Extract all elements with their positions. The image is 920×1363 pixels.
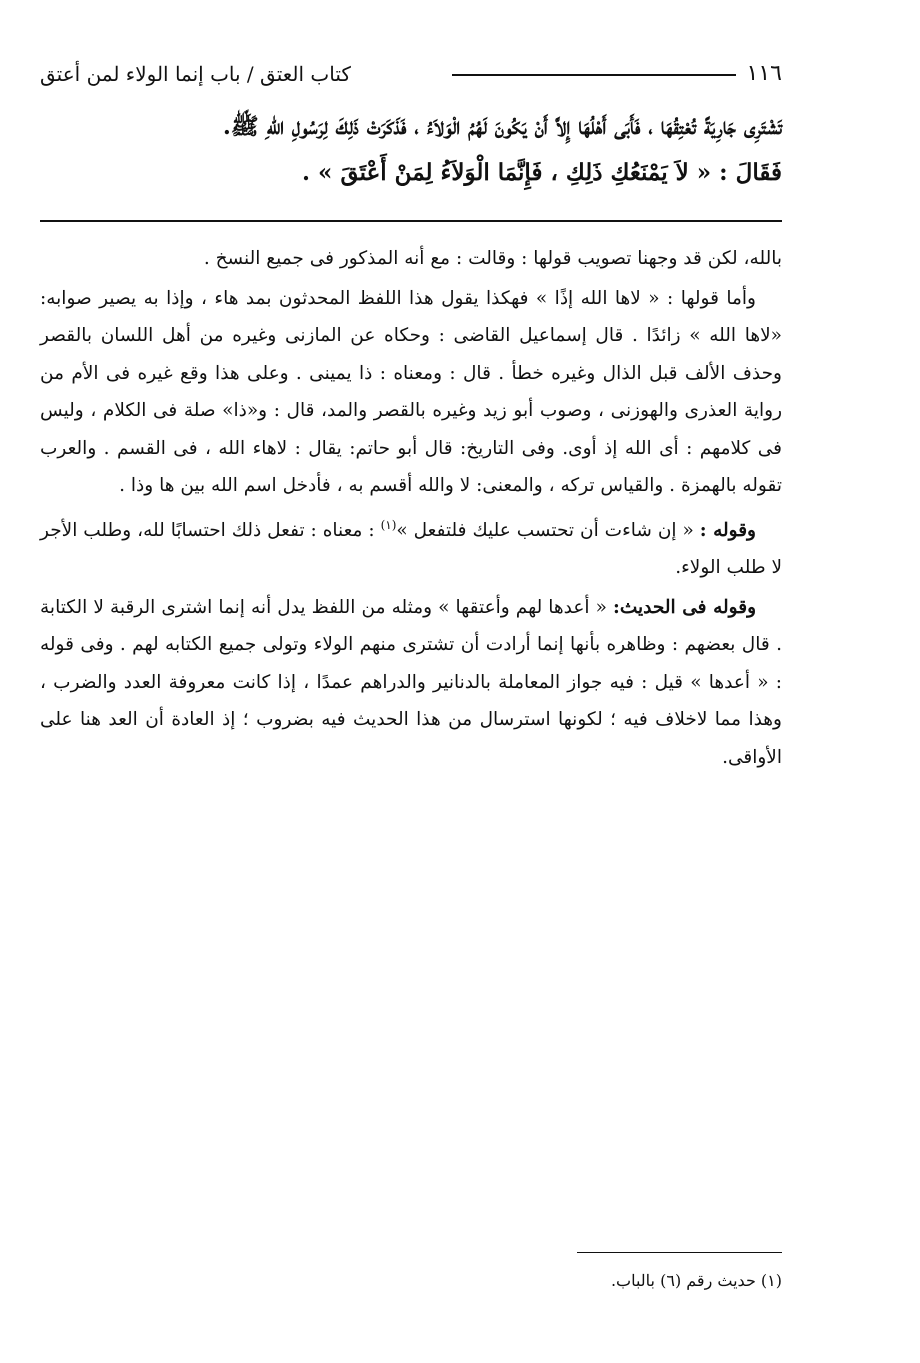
page-header xyxy=(40,56,782,92)
page-number: ١١٦ xyxy=(746,61,782,86)
header-rule xyxy=(452,74,736,76)
section-divider xyxy=(40,220,782,222)
paragraph-body: : معناه : تفعل ذلك احتسابًا لله، وطلب الأجر لا طلب الولاء. xyxy=(40,519,782,579)
commentary-paragraph: بالله، لكن قد وجهنا تصويب قولها : وقالت : مع أنه المذكور فى جميع النسخ . xyxy=(203,248,782,269)
paragraph-lead: وقوله : xyxy=(699,519,756,541)
footnote-rule xyxy=(577,1252,782,1253)
hadith-line: تَشْتَرِى جَارِيَةً تُعْتِقُهَا ، فَأَبَى أَهْلُهَا إِلاَّ أَنْ يَكُونَ لَهُمُ الْوَلاَءُ ، فَذَكَرَتْ ذَلِكَ لِرَسُولِ اللهِ ﷺ. xyxy=(222,113,782,140)
footnote-reference[interactable]: (١) xyxy=(380,517,397,532)
quoted-text: « إن شاءت أن تحتسب عليك فلتفعل » xyxy=(396,519,694,541)
running-title: كتاب العتق / باب إنما الولاء لمن أعتق xyxy=(40,62,351,86)
paragraph-lead: وقوله فى الحديث: xyxy=(613,596,757,618)
hadith-text xyxy=(40,104,782,196)
commentary-paragraph: وأما قولها : « لاها الله إذًا » فهكذا يقول هذا اللفظ المحدثون بمد هاء ، وإذا به يصير صوابه: «لاها الله » زائدًا . قال إسماعيل القاضى : وحكاه عن المازنى وغيره من أهل اللسان بالقصر وحذف الألف قبل الذال وغيره خطأ . قال : ومعناه : ذا يمينى . وعلى هذا وقع غيره فى الأم من رواية العذرى والهوزنى ، وصوب أبو زيد وغيره بالقصر والمد، قال : و«ذا» صلة فى الكلام ، وليس فى كلامهم : أى الله إذ أوى. وفى التاريخ: قال أبو حاتم: يقال : لاهاء الله ، فى القسم . والعرب تقوله بالهمزة . والقياس تركه ، والمعنى: لا والله أقسم به ، فأدخل اسم الله بين ها وذا . xyxy=(40,287,782,496)
commentary-paragraph xyxy=(40,507,782,587)
paragraph-body: « أعدها لهم وأعتقها » ومثله من اللفظ يدل أنه إنما اشترى الرقبة لا الكتابة . قال بعضهم : وظاهره بأنها إنما أرادت أن تشترى منهم الولاء وتولى جميع الكتابه لهم . وفى قوله : « أعدها » قيل : فيه جواز المعاملة بالدنانير والدراهم عمدًا ، إذا كانت معروفة العدد والضرب ، وهذا مما لاخلاف فيه ؛ لكونها استرسال من هذا الحديث فيه بضروب ؛ إذ العادة أن العد هنا على الأواقى. xyxy=(40,596,782,768)
commentary-paragraph xyxy=(40,589,782,777)
footnote: (١) حديث رقم (٦) بالباب. xyxy=(610,1271,782,1290)
hadith-line: فَقَالَ : « لاَ يَمْنَعُكِ ذَلِكِ ، فَإِنَّمَا الْوَلاَءُ لِمَنْ أَعْتَقَ » . xyxy=(302,159,782,186)
commentary-text xyxy=(40,240,782,778)
